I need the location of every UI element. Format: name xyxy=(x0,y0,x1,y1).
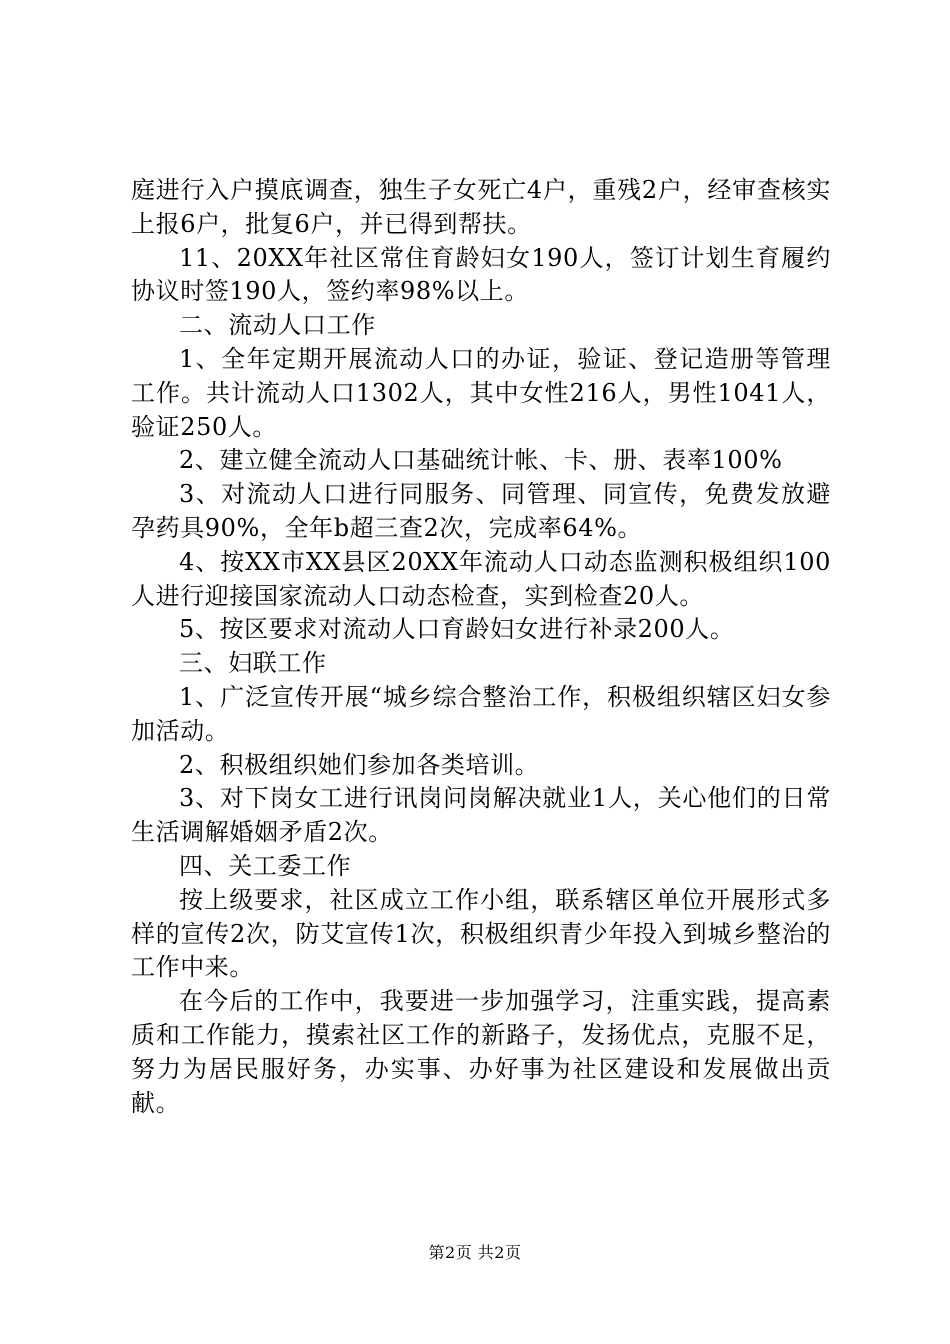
page-number-footer: 第2页 共2页 xyxy=(428,1243,522,1262)
paragraph-youth-work: 按上级要求，社区成立工作小组，联系辖区单位开展形式多样的宣传2次，防艾宣传1次，积极组织青少年投入到城乡整治的工作中来。 xyxy=(131,885,831,982)
section-heading-womens-federation: 三、妇联工作 xyxy=(179,649,327,678)
paragraph-item-1: 1、全年定期开展流动人口的办证，验证、登记造册等管理工作。共计流动人口1302人，其中女性216人，男性1041人，验证250人。 xyxy=(131,344,831,441)
paragraph-conclusion: 在今后的工作中，我要进一步加强学习，注重实践，提高素质和工作能力，摸索社区工作的新路子，发扬优点，克服不足，努力为居民服好务，办实事、办好事为社区建设和发展做出贡献。 xyxy=(131,987,831,1117)
paragraph-continuation: 庭进行入户摸底调查，独生子女死亡4户，重残2户，经审查核实上报6户，批复6户，并已得到帮扶。 xyxy=(131,176,831,238)
paragraph-item-11: 11、20XX年社区常住育龄妇女190人，签订计划生育履约协议时签190人，签约率98%以上。 xyxy=(131,243,831,306)
section-heading-youth-committee: 四、关工委工作 xyxy=(179,851,352,880)
paragraph-item-2-womens: 2、积极组织她们参加各类培训。 xyxy=(179,750,540,779)
paragraph-item-2: 2、建立健全流动人口基础统计帐、卡、册、表率100% xyxy=(179,446,783,475)
paragraph-item-5: 5、按区要求对流动人口育龄妇女进行补录200人。 xyxy=(179,615,735,644)
paragraph-item-4: 4、按XX市XX县区20XX年流动人口动态监测积极组织100人进行迎接国家流动人口动态检查，实到检查20人。 xyxy=(131,547,831,610)
paragraph-item-3-womens: 3、对下岗女工进行讯岗问岗解决就业1人，关心他们的日常生活调解婚姻矛盾2次。 xyxy=(131,784,831,847)
document-body xyxy=(131,174,831,1120)
paragraph-item-3: 3、对流动人口进行同服务、同管理、同宣传，免费发放避孕药具90%，全年b超三查2次，完成率64%。 xyxy=(131,480,831,542)
paragraph-item-1-womens: 1、广泛宣传开展“城乡综合整治工作，积极组织辖区妇女参加活动。 xyxy=(131,682,831,745)
section-heading-floating-population: 二、流动人口工作 xyxy=(179,311,376,340)
